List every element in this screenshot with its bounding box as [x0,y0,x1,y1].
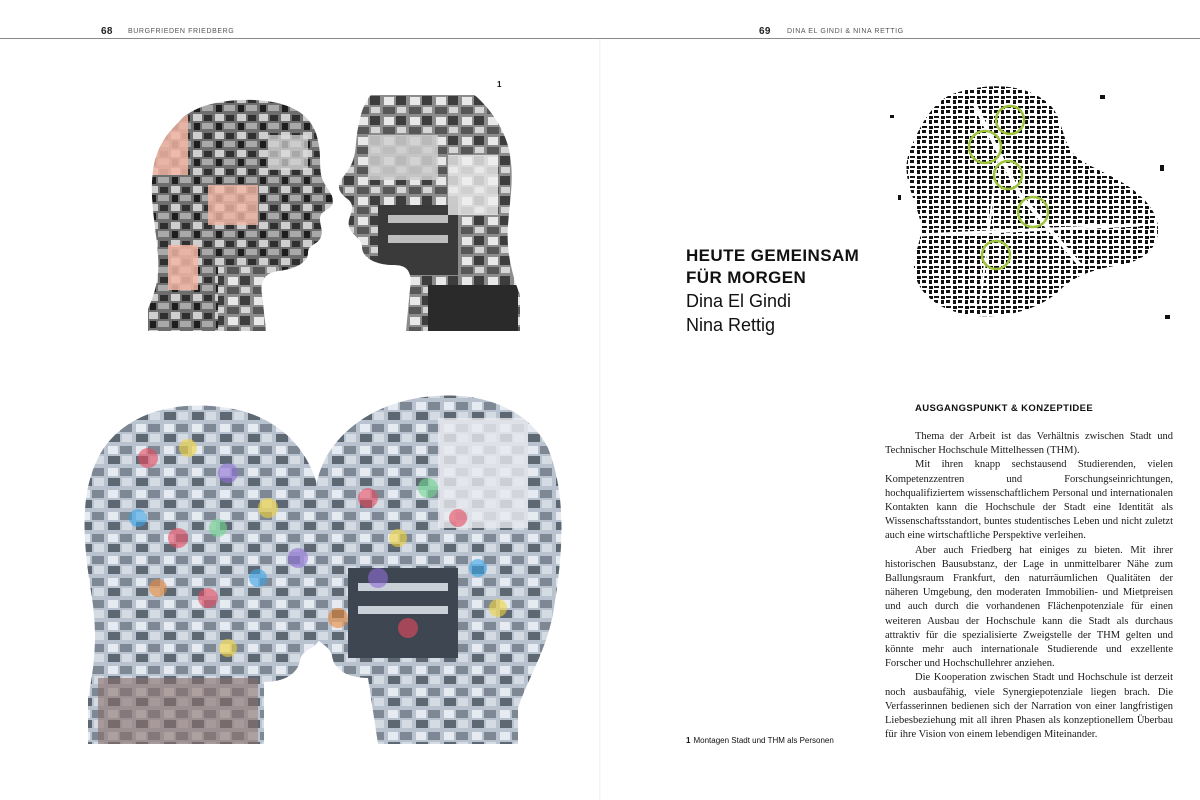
left-page-number: 68 [101,26,113,37]
body-text [885,430,1173,742]
city-map [880,75,1180,335]
left-running-title: BURGFRIEDEN FRIEDBERG [128,28,235,35]
caption-text: Montagen Stadt und THM als Personen [693,736,834,745]
article-title-block [686,245,886,337]
paragraph: Thema der Arbeit ist das Verhältnis zwischen Stadt und Technischer Hochschule Mittelhessen (THM). [885,431,1173,457]
title-line-2: FÜR MORGEN [686,268,807,287]
paragraph: Mit ihren knapp sechstausend Studierenden, vielen Kompetenzzentren und Forschungseinrichtungen, hochqualifiziertem wissenschaftlichem Personal und internationalen Kontakten kann die Hochschule der Stadt eine Identität als Wissenschaftsstandort, buntes studentisches Leben und nicht zuletzt auch eine wirtschaftliche Perspektive verleihen. [885,459,1173,542]
collage-heads-top [148,95,520,335]
paragraph: Die Kooperation zwischen Stadt und Hochschule ist derzeit noch ausbaufähig, viele Synergiepotenziale liegen brach. Die Verfasserinnen bedienen sich der Narration von einer langfristigen Liebesbeziehung mit all ihren Phasen als konzeptionellem Überbau für ihre Vision von einem lebendigen Miteinander. [885,672,1173,741]
caption-number: 1 [686,736,691,745]
author-1: Dina El Gindi [686,291,792,311]
section-heading: AUSGANGSPUNKT & KONZEPTIDEE [915,403,1094,414]
figure-marker: 1 [497,80,502,89]
right-page-number: 69 [759,26,771,37]
paragraph: Aber auch Friedberg hat einiges zu bieten. Mit ihrer historischen Bausubstanz, der Lage in unmittelbarer Nähe zum Ballungsraum Frankfurt, den naturräumlichen Qualitäten der näheren Umgebung, den moderaten Immobilien- und Mietpreisen und auch durch die vorhandenen Flächenpotenziale für einen weiteren Ausbau der Hochschule kann die Stadt als durchaus attraktiv für die spezialisierte Zweigstelle der THM gelten und könnte mehr auch internationale Studierende und exzellente Forscher und Hochschullehrer anziehen. [885,544,1173,670]
collage-heads-bottom [78,378,598,744]
right-running-title: DINA EL GINDI & NINA RETTIG [787,28,904,35]
page-gutter [599,39,601,800]
author-2: Nina Rettig [686,315,776,335]
city-map-image [880,75,1180,335]
collage-bottom-image [78,378,598,744]
title-line-1: HEUTE GEMEINSAM [686,246,860,265]
collage-top-image [148,95,520,335]
figure-caption [686,736,834,745]
